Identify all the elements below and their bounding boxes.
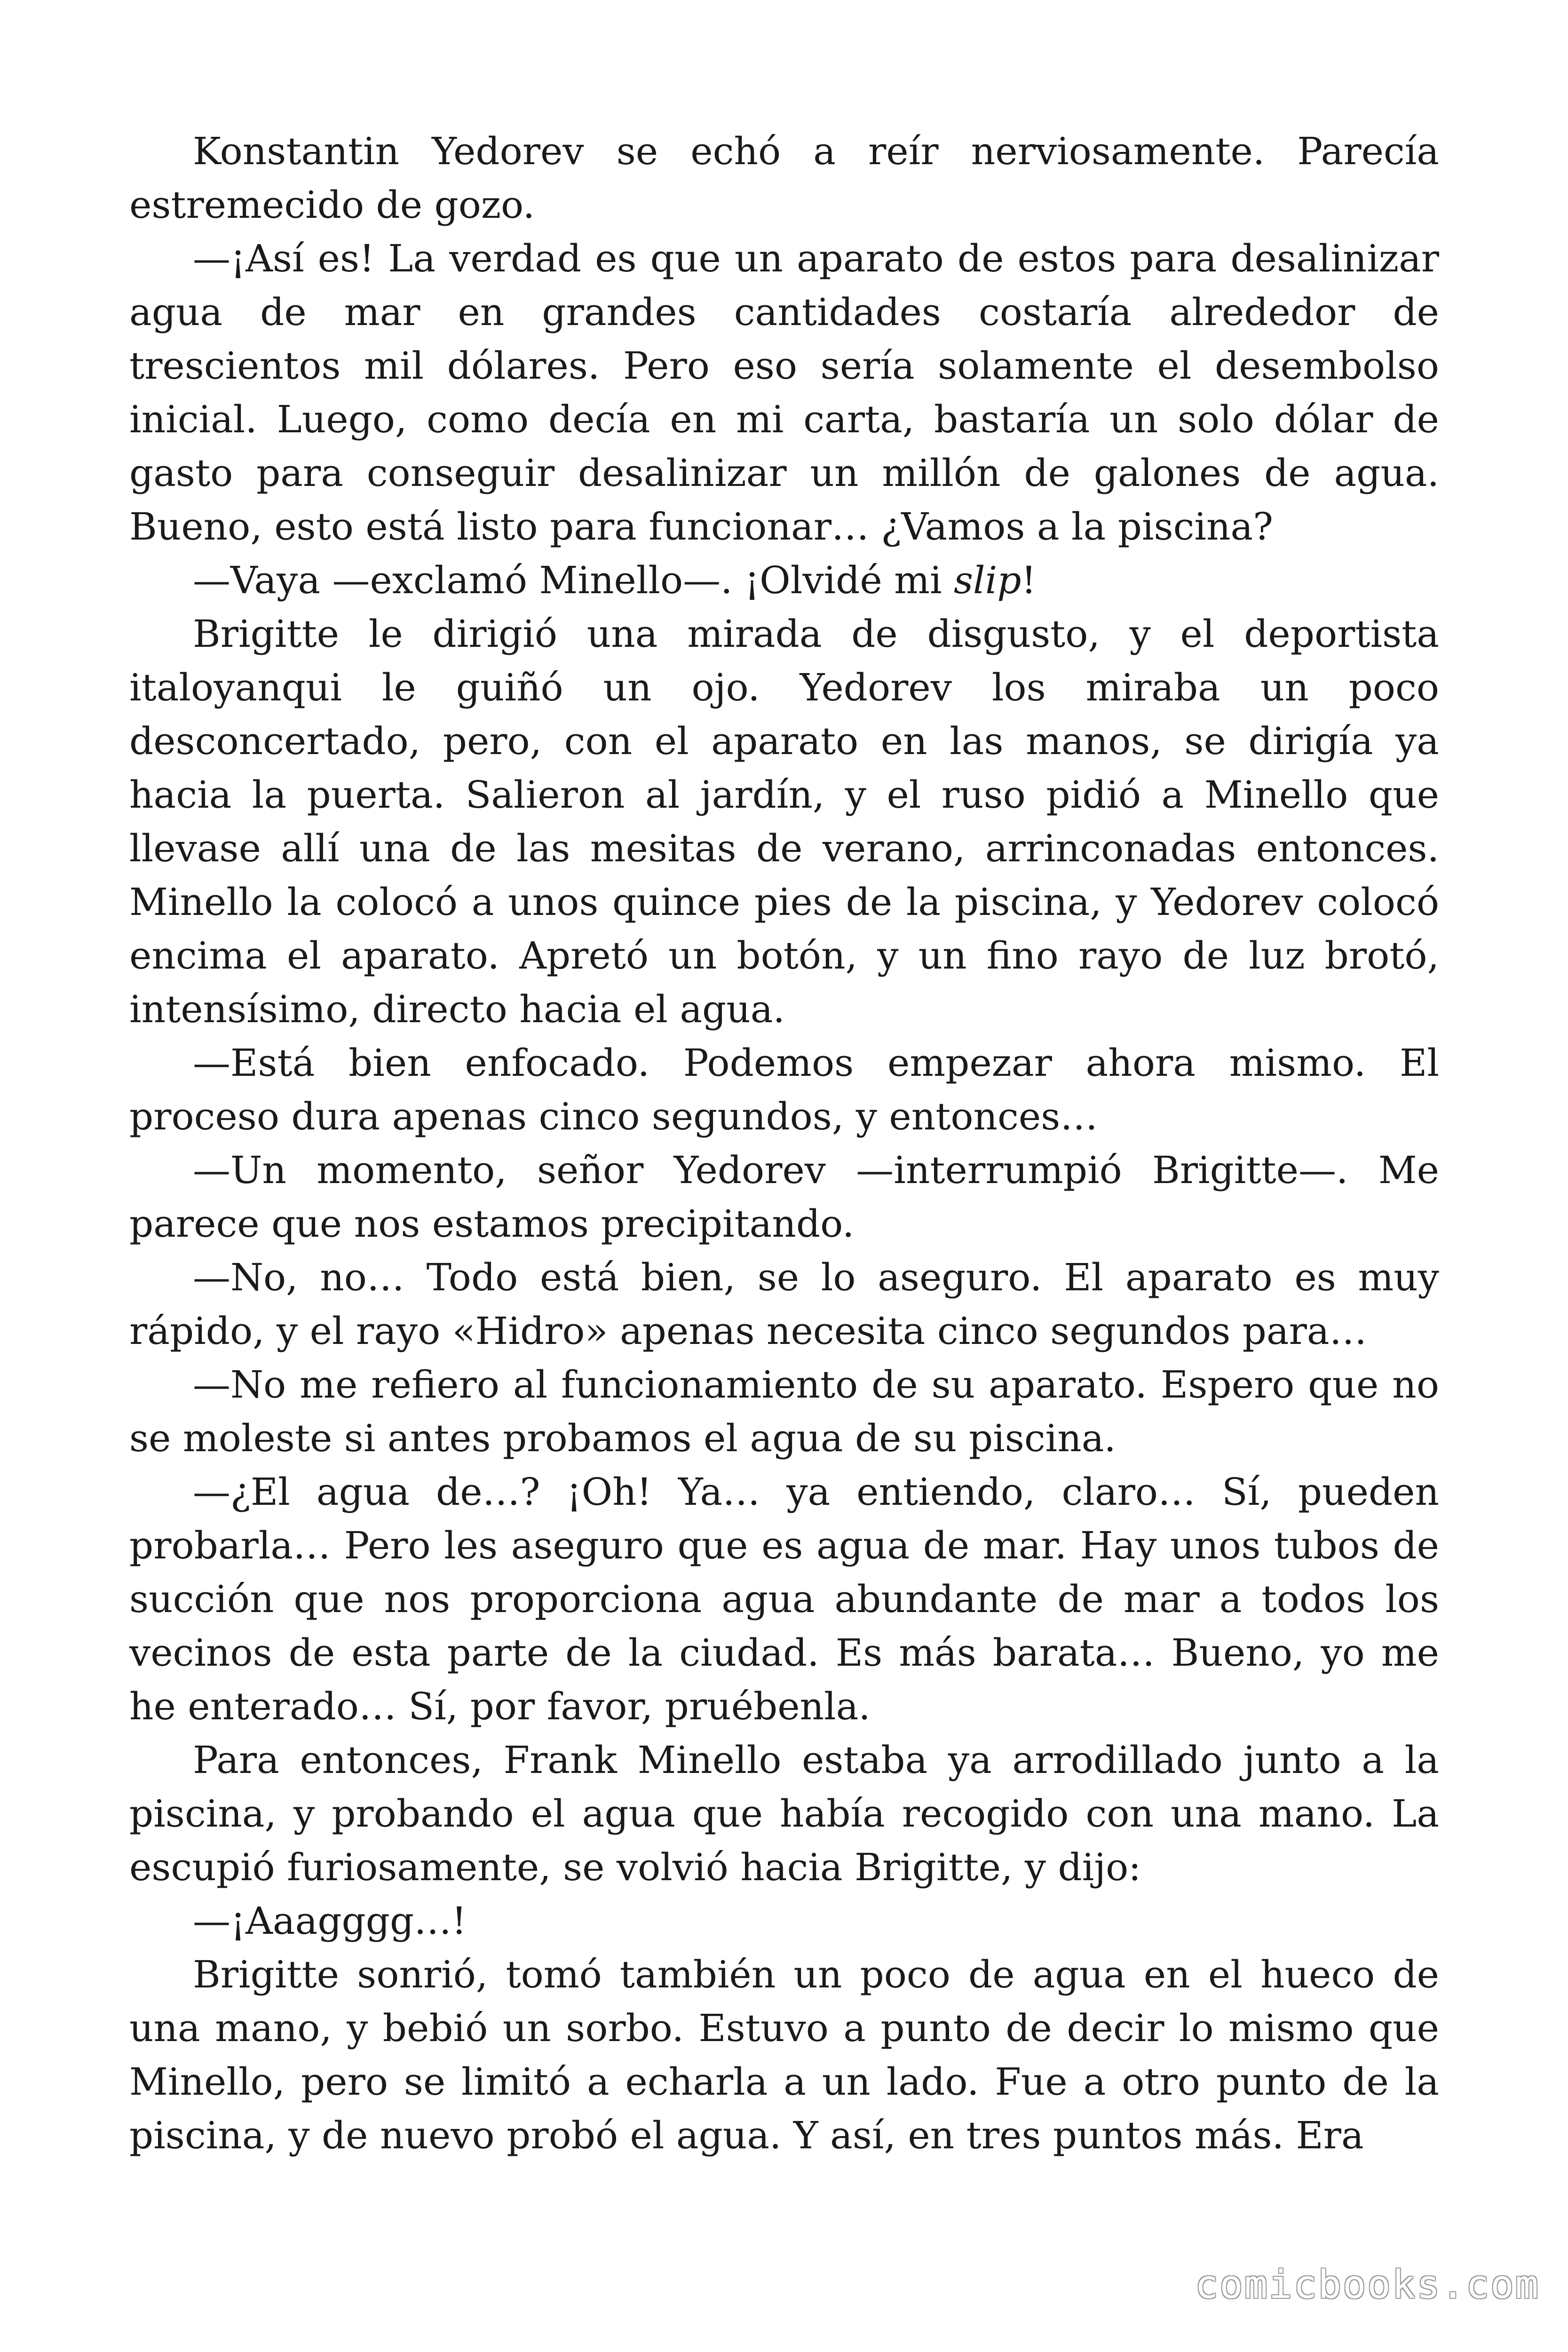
paragraph: —No, no… Todo está bien, se lo aseguro. El aparato es muy rápido, y el rayo «Hidro» apenas necesita cinco segundos para… [129, 1255, 1439, 1353]
paragraph: Brigitte le dirigió una mirada de disgusto, y el deportista italoyanqui le guiñó un ojo. Yedorev los miraba un poco desconcertado, pero, con el aparato en las manos, se dirigía ya hacia la puerta. Salieron al jardín, y el ruso pidió a Minello que llevase allí una de las mesitas de verano, arrinconadas entonces. Minello la colocó a unos quince pies de la piscina, y Yedorev colocó encima el aparato. Apretó un botón, y un fino rayo de luz brotó, intensísimo, directo hacia el agua. [129, 612, 1439, 1031]
paragraph: —¡Así es! La verdad es que un aparato de estos para desalinizar agua de mar en grandes cantidades costaría alrededor de trescientos mil dólares. Pero eso sería solamente el desembolso inicial. Luego, como decía en mi carta, bastaría un solo dólar de gasto para conseguir desalinizar un millón de galones de agua. Bueno, esto está listo para funcionar… ¿Vamos a la piscina? [129, 237, 1439, 548]
body-text [129, 125, 1439, 2162]
italic-word: slip [953, 558, 1022, 602]
paragraph: —Un momento, señor Yedorev —interrumpió Brigitte—. Me parece que nos estamos precipitando. [129, 1148, 1439, 1246]
paragraph: Brigitte sonrió, tomó también un poco de agua en el hueco de una mano, y bebió un sorbo. Estuvo a punto de decir lo mismo que Minello, pero se limitó a echarla a un lado. Fue a otro punto de la piscina, y de nuevo probó el agua. Y así, en tres puntos más. Era [129, 1953, 1439, 2157]
paragraph: —¡Aaagggg…! [193, 1899, 467, 1943]
paragraph: —¿El agua de…? ¡Oh! Ya… ya entiendo, claro… Sí, pueden probarla… Pero les aseguro que es agua de mar. Hay unos tubos de succión que nos proporciona agua abundante de mar a todos los vecinos de esta parte de la ciudad. Es más barata… Bueno, yo me he enterado… Sí, por favor, pruébenla. [129, 1470, 1439, 1728]
paragraph: Para entonces, Frank Minello estaba ya arrodillado junto a la piscina, y probando el agua que había recogido con una mano. La escupió furiosamente, se volvió hacia Brigitte, y dijo: [129, 1738, 1439, 1889]
paragraph: —No me refiero al funcionamiento de su aparato. Espero que no se moleste si antes probamos el agua de su piscina. [129, 1363, 1439, 1460]
paragraph: —Está bien enfocado. Podemos empezar ahora mismo. El proceso dura apenas cinco segundos, y entonces… [129, 1041, 1439, 1138]
watermark: comicbooks.com [1195, 2263, 1540, 2307]
paragraph-text: —Vaya —exclamó Minello—. ¡Olvidé mi [193, 558, 954, 602]
paragraph-text: ! [1021, 558, 1037, 602]
paragraph [129, 554, 1439, 607]
paragraph: Konstantin Yedorev se echó a reír nerviosamente. Parecía estremecido de gozo. [129, 129, 1439, 227]
